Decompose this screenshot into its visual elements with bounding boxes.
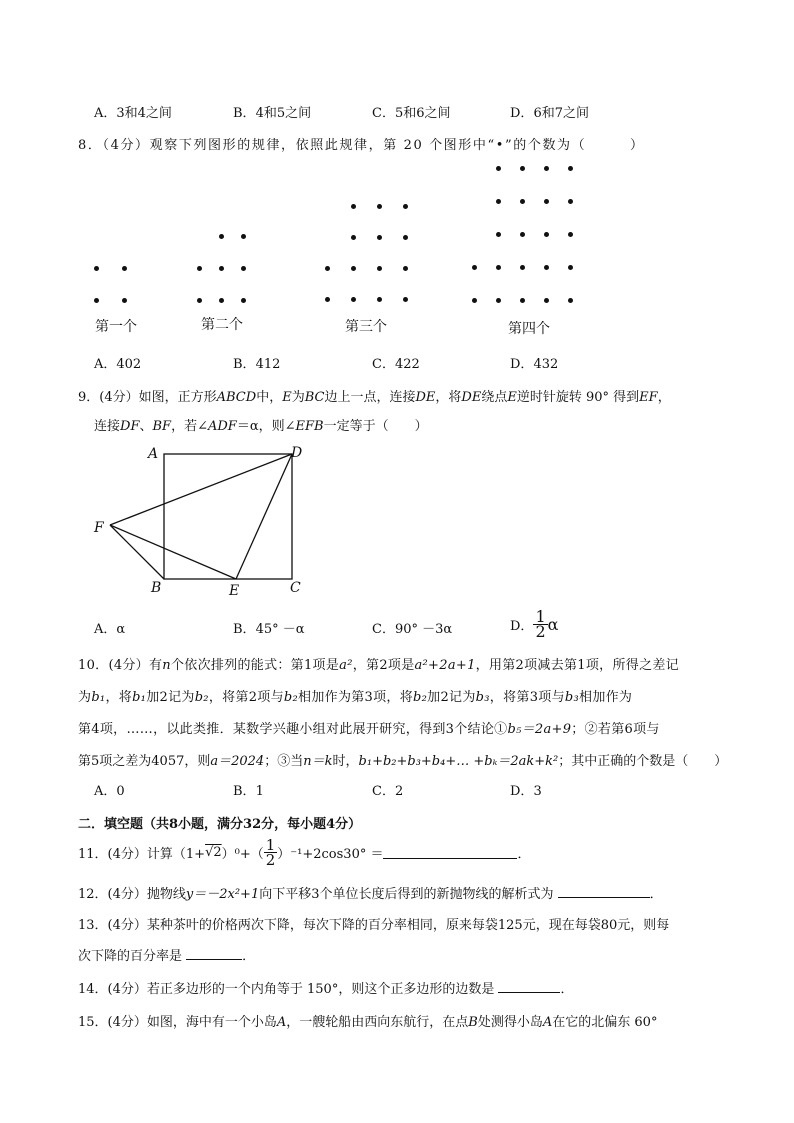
dot: [94, 266, 99, 271]
dot: [351, 297, 356, 302]
q8-option-c: C．422: [372, 357, 420, 372]
dot: [472, 265, 477, 270]
q8-option-d: D．432: [510, 357, 559, 372]
dot: [496, 298, 501, 303]
dot: [568, 232, 573, 237]
dot: [568, 265, 573, 270]
dot: [377, 204, 382, 209]
q8-stem: 8．（4分）观察下列图形的规律，依照此规律，第 20 个图形中“•”的个数为（ ）: [78, 138, 645, 153]
q11-stem: 11．(4分）计算（1+√2）⁰+（ $\frac{1}{2}$ ）⁻¹+2cos30° ＝ ．: [78, 836, 531, 869]
dot: [520, 166, 525, 171]
dot: [520, 298, 525, 303]
point-f-label: F: [94, 520, 104, 536]
q8-option-a: A．402: [94, 357, 142, 372]
point-d-label: D: [291, 445, 303, 461]
square-abcd: [164, 454, 292, 579]
q14-answer-blank[interactable]: [498, 980, 560, 993]
dot: [325, 297, 330, 302]
dot: [544, 166, 549, 171]
dot: [568, 199, 573, 204]
dot: [403, 204, 408, 209]
q7-option-c: C．5和6之间: [372, 106, 451, 121]
q13-answer-blank[interactable]: [186, 947, 242, 960]
dot: [351, 204, 356, 209]
dot: [496, 166, 501, 171]
dot: [94, 298, 99, 303]
q12-stem: 12．(4分）抛物线y＝－2x²+1向下平移3个单位长度后得到的新抛物线的解析式为 ．: [78, 887, 663, 902]
dot: [241, 298, 246, 303]
q7-option-b: B．4和5之间: [233, 106, 312, 121]
dot: [122, 298, 127, 303]
dot: [219, 298, 224, 303]
q8-caption-1: 第一个: [95, 319, 137, 335]
q8-option-b: B．412: [233, 357, 281, 372]
q12-answer-blank[interactable]: [558, 885, 650, 898]
dot: [544, 232, 549, 237]
q15-stem: 15．(4分）如图，海中有一个小岛A，一艘轮船由西向东航行，在点B处测得小岛A在它的北偏东 60°: [78, 1015, 658, 1030]
point-c-label: C: [290, 580, 301, 596]
q7-option-a: A．3和4之间: [94, 106, 172, 121]
point-a-label: A: [148, 446, 159, 462]
q10-option-d: D．3: [510, 784, 542, 799]
q8-caption-2: 第二个: [201, 317, 243, 333]
dot: [122, 266, 127, 271]
dot: [351, 266, 356, 271]
dot: [496, 199, 501, 204]
q10-option-b: B．1: [233, 784, 264, 799]
dot: [496, 232, 501, 237]
q10-line1: 10．(4分）有n个依次排列的能式：第1项是a²，第2项是a²+2a+1，用第2项减去第1项，所得之差记: [78, 658, 679, 673]
dot: [520, 199, 525, 204]
dot: [377, 297, 382, 302]
q11-answer-blank[interactable]: [383, 846, 517, 859]
dot: [568, 166, 573, 171]
dot: [219, 266, 224, 271]
dot: [520, 232, 525, 237]
dot: [241, 266, 246, 271]
q9-option-d: D． $\frac{1}{2}$ α: [510, 607, 559, 641]
q9-option-c: C．90° －3α: [372, 622, 453, 637]
q10-option-c: C．2: [372, 784, 404, 799]
dot: [197, 298, 202, 303]
section-heading-fill-in: 二．填空题（共8小题，满分32分，每小题4分）: [78, 817, 362, 832]
dot: [403, 297, 408, 302]
q8-caption-4: 第四个: [508, 321, 550, 337]
q13-line1: 13．(4分）某种茶叶的价格两次下降，每次下降的百分率相同，原来每袋125元，现在每袋80元，则每: [78, 918, 670, 933]
q10-line2: 为b₁，将b₁加2记为b₂，将第2项与b₂相加作为第3项，将b₂加2记为b₃，将第3项与b₃相加作为: [78, 690, 633, 705]
q14-stem: 14．(4分）若正多边形的一个内角等于 150°，则这个正多边形的边数是 ．: [78, 982, 574, 997]
q9-stem-line2: 连接DF、BF，若∠ADF＝α，则∠EFB一定等于（ ）: [94, 419, 428, 434]
segment-fe: [110, 525, 236, 579]
dot: [377, 266, 382, 271]
dot: [403, 266, 408, 271]
q7-option-d: D．6和7之间: [510, 106, 589, 121]
q9-stem-line1: 9．(4分）如图，正方形ABCD中，E为BC边上一点，连接DE，将DE绕点E逆时针旋转 90° 得到EF，: [78, 390, 671, 405]
dot: [496, 265, 501, 270]
q10-option-a: A．0: [94, 784, 125, 799]
dot: [568, 298, 573, 303]
segment-fb: [110, 525, 164, 579]
point-e-label: E: [229, 583, 240, 599]
dot: [377, 235, 382, 240]
dot: [219, 234, 224, 239]
dot: [544, 199, 549, 204]
q9-option-a: A．α: [94, 622, 126, 637]
dot: [325, 266, 330, 271]
q9-geometry-figure: [80, 440, 320, 600]
dot: [544, 265, 549, 270]
dot: [472, 298, 477, 303]
q10-line3: 第4项，……，以此类推．某数学兴趣小组对此展开研究，得到3个结论①b₅＝2a+9；②若第6项与: [78, 722, 660, 737]
dot: [351, 235, 356, 240]
q8-caption-3: 第三个: [345, 319, 387, 335]
q9-option-b: B．45° －α: [233, 622, 305, 637]
q10-line4: 第5项之差为4057，则a＝2024；③当n＝k时，b₁+b₂+b₃+b₄+… +bₖ＝2ak+k²；其中正确的个数是（ ）: [78, 754, 728, 769]
dot: [403, 235, 408, 240]
dot: [544, 298, 549, 303]
dot: [241, 234, 246, 239]
point-b-label: B: [151, 580, 162, 596]
dot: [197, 266, 202, 271]
dot: [520, 265, 525, 270]
q13-line2: 次下降的百分率是 ．: [78, 949, 256, 964]
